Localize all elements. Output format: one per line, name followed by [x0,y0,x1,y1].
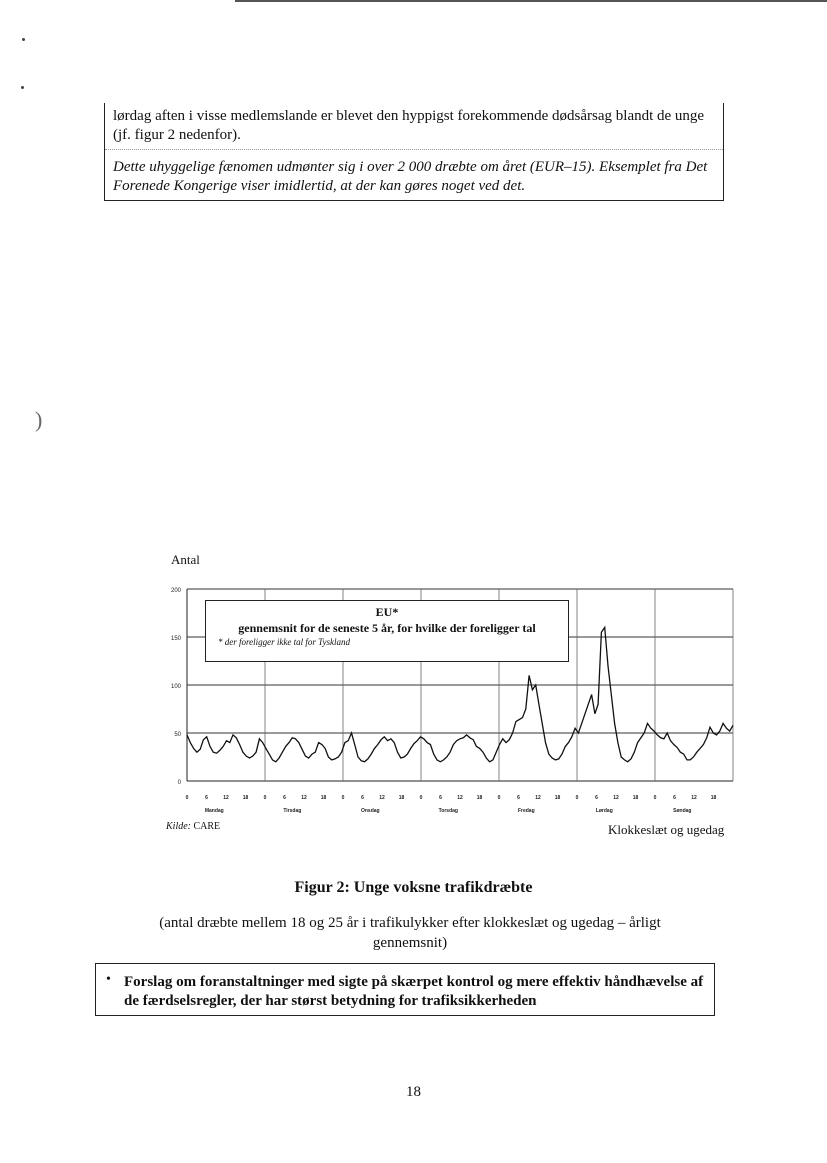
day-label: Tirsdag [283,808,302,814]
x-tick-label: 18 [710,795,717,801]
legend-note: * der foreligger ikke tal for Tyskland [218,637,350,647]
day-label: Mandag [204,808,224,814]
x-tick-label: 12 [301,795,307,801]
day-label: Fredag [517,808,535,814]
x-axis-title: Klokkeslæt og ugedag [608,822,725,837]
top-paragraph-1: lørdag aften i visse medlemslande er blevet den hyppigst forekommende dødsårsag blandt de unge (jf. figur 2 nedenfor). [113,108,705,143]
x-tick-labels [186,795,717,801]
x-tick-label: 0 [419,795,423,801]
x-tick-label: 12 [691,795,697,801]
margin-mark: ) [35,407,43,432]
x-tick-label: 12 [223,795,229,801]
x-tick-label: 18 [320,795,327,801]
top-rule [235,0,827,2]
speck [22,38,25,41]
x-tick-label: 12 [457,795,463,801]
proposal-box [95,963,715,1016]
x-tick-label: 0 [653,795,657,801]
chart-source [166,821,220,832]
x-tick-label: 6 [673,795,676,801]
x-tick-label: 0 [185,795,189,801]
top-paragraph-2: Dette uhyggelige fænomen udmønter sig i over 2 000 dræbte om året (EUR–15). Eksemplet fra Det Forenede Kongerige viser imidlertid, at der kan gøres noget ved det. [113,159,708,194]
day-labels [205,808,692,814]
x-tick-label: 6 [595,795,598,801]
y-tick-label: 50 [174,732,181,738]
y-tick-labels [171,588,182,786]
y-tick-label: 200 [170,588,181,594]
y-tick-label: 100 [170,684,181,690]
x-tick-label: 0 [575,795,579,801]
figure-subtitle: (antal dræbte mellem 18 og 25 år i trafikulykker efter klokkeslæt og ugedag – årligt gennemsnit) [159,915,661,951]
source-value: CARE [193,821,221,832]
x-tick-label: 18 [476,795,483,801]
legend-title: EU* [375,605,399,619]
x-tick-label: 0 [341,795,345,801]
x-tick-label: 12 [613,795,619,801]
page-number: 18 [406,1084,421,1100]
x-tick-label: 6 [283,795,286,801]
x-tick-label: 18 [632,795,639,801]
x-tick-label: 18 [242,795,249,801]
box-separator [105,149,723,150]
x-tick-label: 6 [205,795,208,801]
y-axis-title: Antal [171,552,200,567]
day-label: Søndag [673,808,692,814]
source-label: Kilde: [166,821,191,832]
x-tick-label: 6 [517,795,520,801]
x-tick-label: 0 [263,795,267,801]
day-label: Lørdag [595,808,613,814]
top-quote-box [104,103,724,201]
x-tick-label: 6 [439,795,442,801]
day-label: Torsdag [438,808,458,814]
y-tick-label: 0 [177,780,181,786]
x-tick-label: 18 [554,795,561,801]
x-tick-label: 18 [398,795,405,801]
proposal-text: Forslag om foranstaltninger med sigte på skærpet kontrol og mere effektiv håndhævelse af de færdselsregler, der har størst betydning for trafiksikkerheden [124,974,704,1009]
x-tick-label: 12 [379,795,385,801]
bullet-icon: • [106,972,111,987]
x-tick-label: 12 [535,795,541,801]
figure-title: Figur 2: Unge voksne trafikdræbte [294,879,533,896]
day-label: Onsdag [360,808,380,814]
x-tick-label: 0 [497,795,501,801]
x-tick-label: 6 [361,795,364,801]
chart-legend [205,600,569,662]
speck [21,86,24,89]
y-tick-label: 150 [170,636,181,642]
legend-subtitle: gennemsnit for de seneste 5 år, for hvilke der foreligger tal [238,621,536,635]
